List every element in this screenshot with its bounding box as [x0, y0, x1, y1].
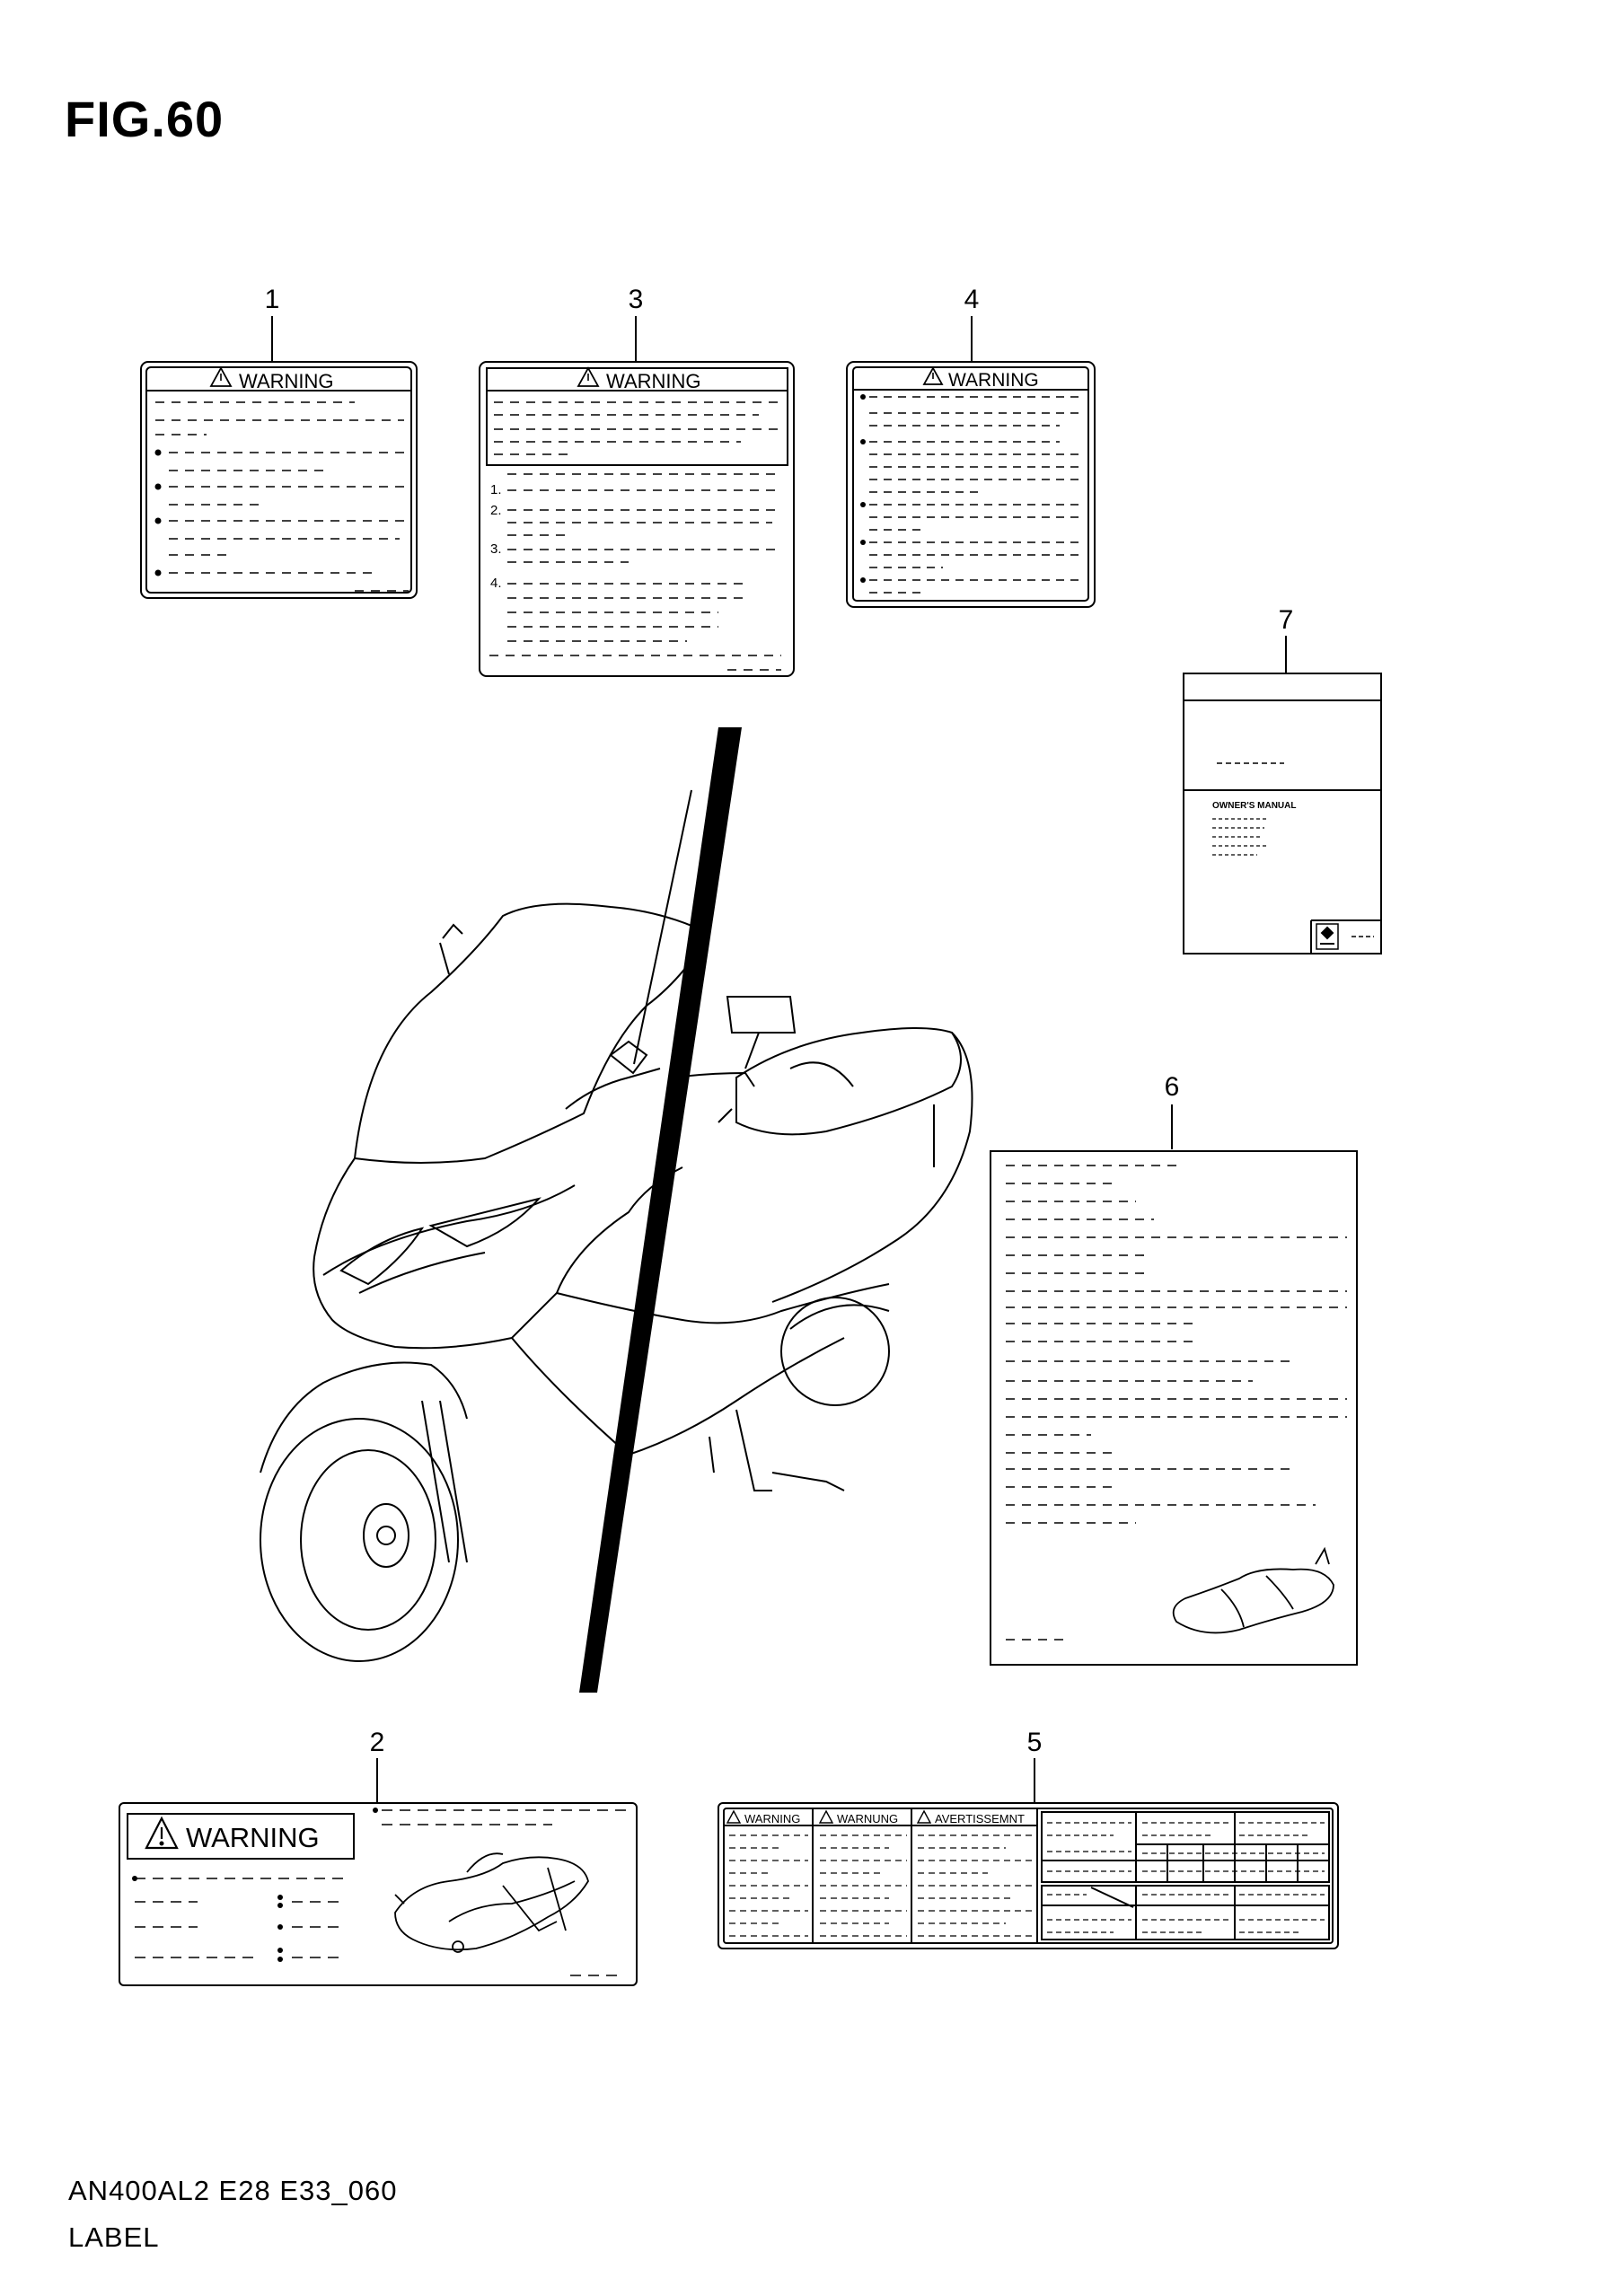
- manual-title: OWNER'S MANUAL: [1212, 801, 1297, 811]
- label-1-warning-text: WARNING: [239, 370, 334, 392]
- warning-triangle-icon: [578, 368, 598, 386]
- label-5[interactable]: [718, 1728, 1338, 1949]
- label-4-warning-text: WARNING: [948, 370, 1039, 391]
- model-code: AN400AL2 E28 E33_060: [68, 2175, 398, 2206]
- callout-2: 2: [369, 1728, 385, 1757]
- callout-7: 7: [1278, 605, 1294, 635]
- callout-4: 4: [964, 285, 980, 314]
- label-5-avertissement-text: AVERTISSEMNT: [935, 1812, 1025, 1825]
- label-3-text-lines: [489, 402, 781, 670]
- label-4[interactable]: [847, 285, 1095, 607]
- brand-logo-icon: [1316, 924, 1338, 949]
- label-6-text-lines: [1006, 1166, 1347, 1640]
- label-1[interactable]: [141, 285, 417, 598]
- step-4: 4.: [490, 576, 502, 591]
- label-7-owners-manual[interactable]: [1184, 605, 1381, 954]
- label-5-text-lines: [729, 1835, 1033, 1936]
- label-3-warning-text: WARNING: [606, 370, 701, 392]
- seat-icon: [1174, 1549, 1334, 1632]
- label-4-bullets: [860, 394, 866, 583]
- manual-text-lines: [1212, 819, 1268, 855]
- label-2[interactable]: [119, 1728, 637, 1985]
- callout-6: 6: [1164, 1072, 1180, 1102]
- callout-3: 3: [628, 285, 644, 314]
- step-1: 1.: [490, 482, 502, 497]
- figure-title: FIG.60: [65, 91, 225, 147]
- label-1-bullets: [155, 450, 162, 576]
- warning-triangle-icon: [924, 368, 942, 384]
- callout-5: 5: [1026, 1728, 1043, 1757]
- warning-triangle-icon: [211, 368, 231, 386]
- label-5-warnung-text: WARNUNG: [837, 1812, 899, 1825]
- warning-triangle-icon: [146, 1818, 177, 1848]
- label-5-warning-text: WARNING: [744, 1812, 801, 1825]
- label-2-warning-text: WARNING: [186, 1822, 320, 1853]
- label-3[interactable]: [480, 285, 794, 676]
- scooter-side-icon: [395, 1853, 588, 1952]
- label-4-text-lines: [869, 397, 1082, 593]
- step-2: 2.: [490, 503, 502, 518]
- label-1-text-lines: [155, 402, 409, 591]
- label-5-spec-table: [1042, 1812, 1329, 1940]
- section-name: LABEL: [68, 2221, 160, 2253]
- label-6[interactable]: [990, 1072, 1357, 1665]
- step-3: 3.: [490, 541, 502, 557]
- diagonal-divider: [579, 727, 742, 1693]
- callout-1: 1: [264, 285, 280, 314]
